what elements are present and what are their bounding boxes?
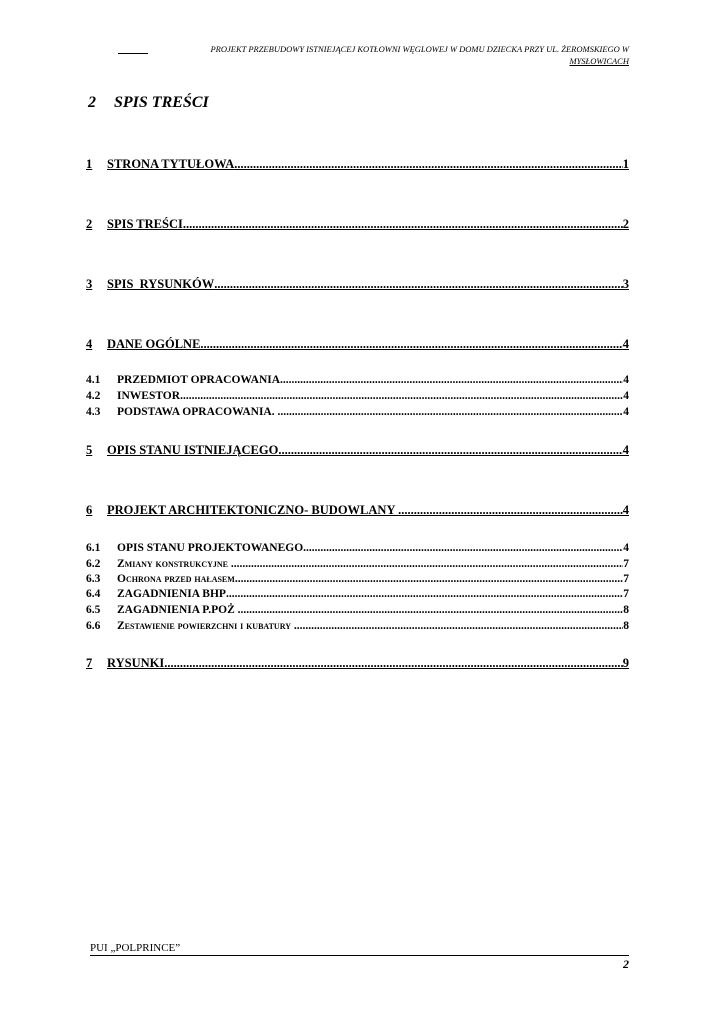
toc-entry-label: PODSTAWA OPRACOWANIA. xyxy=(117,406,278,418)
dot-leader xyxy=(283,373,623,387)
toc-entry-label: ZAGADNIENIA BHP xyxy=(117,588,226,600)
toc-entry-number: 4.1 xyxy=(86,374,101,386)
toc-entry-number: 6.3 xyxy=(86,573,101,585)
toc-entry-label: SPIS TREŚCI xyxy=(107,217,183,231)
toc-entry-number: 6.4 xyxy=(86,588,101,600)
toc-entry-label: Ochrona przed hałasem xyxy=(117,573,235,585)
toc-entry-number: 6 xyxy=(86,503,93,517)
toc-entry-7[interactable] xyxy=(86,656,629,670)
toc-entry-number: 3 xyxy=(86,277,93,291)
header-rule xyxy=(118,53,148,54)
toc-entry-number: 1 xyxy=(86,157,93,171)
toc-entry-label: PRZEDMIOT OPRACOWANIA. xyxy=(117,374,283,386)
running-header xyxy=(118,43,629,67)
toc-entry-page: 7 xyxy=(623,588,629,600)
toc-entry-number: 6.6 xyxy=(86,620,101,632)
header-line-1: PROJEKT PRZEBUDOWY ISTNIEJĄCEJ KOTŁOWNI WĘGLOWEJ W DOMU DZIECKA PRZY UL. ŻEROMSKIEGO W xyxy=(210,44,629,54)
toc-entry-number: 2 xyxy=(86,217,93,231)
toc-entry-label: PROJEKT ARCHITEKTONICZNO- BUDOWLANY xyxy=(107,503,399,517)
toc-entry-6-6[interactable] xyxy=(86,619,629,633)
section-title-number: 2 xyxy=(88,94,96,111)
section-title-text: SPIS TREŚCI xyxy=(114,94,209,111)
dot-leader xyxy=(231,557,623,571)
toc-entry-6-3[interactable] xyxy=(86,572,629,586)
toc-entry-label: RYSUNKI xyxy=(107,656,165,670)
toc-entry-page: 7 xyxy=(623,573,629,585)
toc-entry-label: SPIS RYSUNKÓW xyxy=(107,277,215,291)
dot-leader xyxy=(180,389,623,403)
dot-leader xyxy=(226,587,623,601)
toc-entry-4-3[interactable] xyxy=(86,405,629,419)
footer-company: PUI „POLPRINCE” xyxy=(90,942,181,954)
toc-entry-page: 3 xyxy=(622,277,629,291)
dot-leader xyxy=(238,603,624,617)
toc-entry-number: 4 xyxy=(86,337,93,351)
toc-entry-page: 4 xyxy=(623,390,629,402)
toc-entry-label: INWESTOR xyxy=(117,390,181,402)
toc-entry-6[interactable] xyxy=(86,503,629,517)
toc-entry-page: 7 xyxy=(623,558,629,570)
toc-entry-5[interactable] xyxy=(86,443,629,457)
toc-entry-page: 9 xyxy=(622,656,629,670)
toc-entry-label: ZAGADNIENIA P.POŻ xyxy=(117,604,238,616)
dot-leader xyxy=(164,656,623,670)
toc-entry-number: 5 xyxy=(86,443,93,457)
toc-entry-page: 4 xyxy=(623,542,629,554)
toc-entry-number: 6.1 xyxy=(86,542,101,554)
footer-rule xyxy=(90,955,629,956)
toc-entry-number: 7 xyxy=(86,656,93,670)
toc-entry-label: DANE OGÓLNE xyxy=(107,337,201,351)
dot-leader xyxy=(278,443,622,457)
toc-entry-page: 4 xyxy=(623,406,629,418)
dot-leader xyxy=(235,572,623,586)
dot-leader xyxy=(183,217,623,231)
dot-leader xyxy=(200,337,622,351)
dot-leader xyxy=(398,503,623,517)
toc-entry-label: STRONA TYTUŁOWA xyxy=(107,157,235,171)
toc-entry-page: 4 xyxy=(622,503,629,517)
toc-entry-page: 4 xyxy=(622,443,629,457)
toc-entry-label: OPIS STANU PROJEKTOWANEGO xyxy=(117,542,304,554)
section-title xyxy=(88,94,209,112)
toc-entry-page: 1 xyxy=(622,157,629,171)
dot-leader xyxy=(214,277,623,291)
toc-entry-1[interactable] xyxy=(86,157,629,171)
toc-entry-6-2[interactable] xyxy=(86,557,629,571)
toc-entry-4-1[interactable] xyxy=(86,373,629,387)
toc-entry-number: 4.2 xyxy=(86,390,101,402)
toc-entry-page: 4 xyxy=(623,374,629,386)
dot-leader xyxy=(277,405,623,419)
toc-entry-number: 6.5 xyxy=(86,604,101,616)
dot-leader xyxy=(303,541,623,555)
toc-entry-6-5[interactable] xyxy=(86,603,629,617)
toc-entry-page: 2 xyxy=(622,217,629,231)
toc-entry-3[interactable] xyxy=(86,277,629,291)
toc-entry-page: 4 xyxy=(622,337,629,351)
dot-leader xyxy=(294,619,623,633)
toc-entry-page: 8 xyxy=(623,604,629,616)
toc-entry-4-2[interactable] xyxy=(86,389,629,403)
toc-entry-label: Zestawienie powierzchni i kubatury xyxy=(117,620,294,632)
toc-entry-number: 4.3 xyxy=(86,406,101,418)
toc-entry-2[interactable] xyxy=(86,217,629,231)
toc-entry-label: OPIS STANU ISTNIEJĄCEGO xyxy=(107,443,279,457)
header-line-2: MYSŁOWICACH xyxy=(569,56,629,66)
dot-leader xyxy=(234,157,623,171)
toc-entry-4[interactable] xyxy=(86,337,629,351)
toc-entry-6-1[interactable] xyxy=(86,541,629,555)
toc-entry-label: Zmiany konstrukcyjne xyxy=(117,558,231,570)
toc-entry-6-4[interactable] xyxy=(86,587,629,601)
toc-entry-number: 6.2 xyxy=(86,558,101,570)
footer-page-number: 2 xyxy=(623,957,629,971)
toc-entry-page: 8 xyxy=(623,620,629,632)
